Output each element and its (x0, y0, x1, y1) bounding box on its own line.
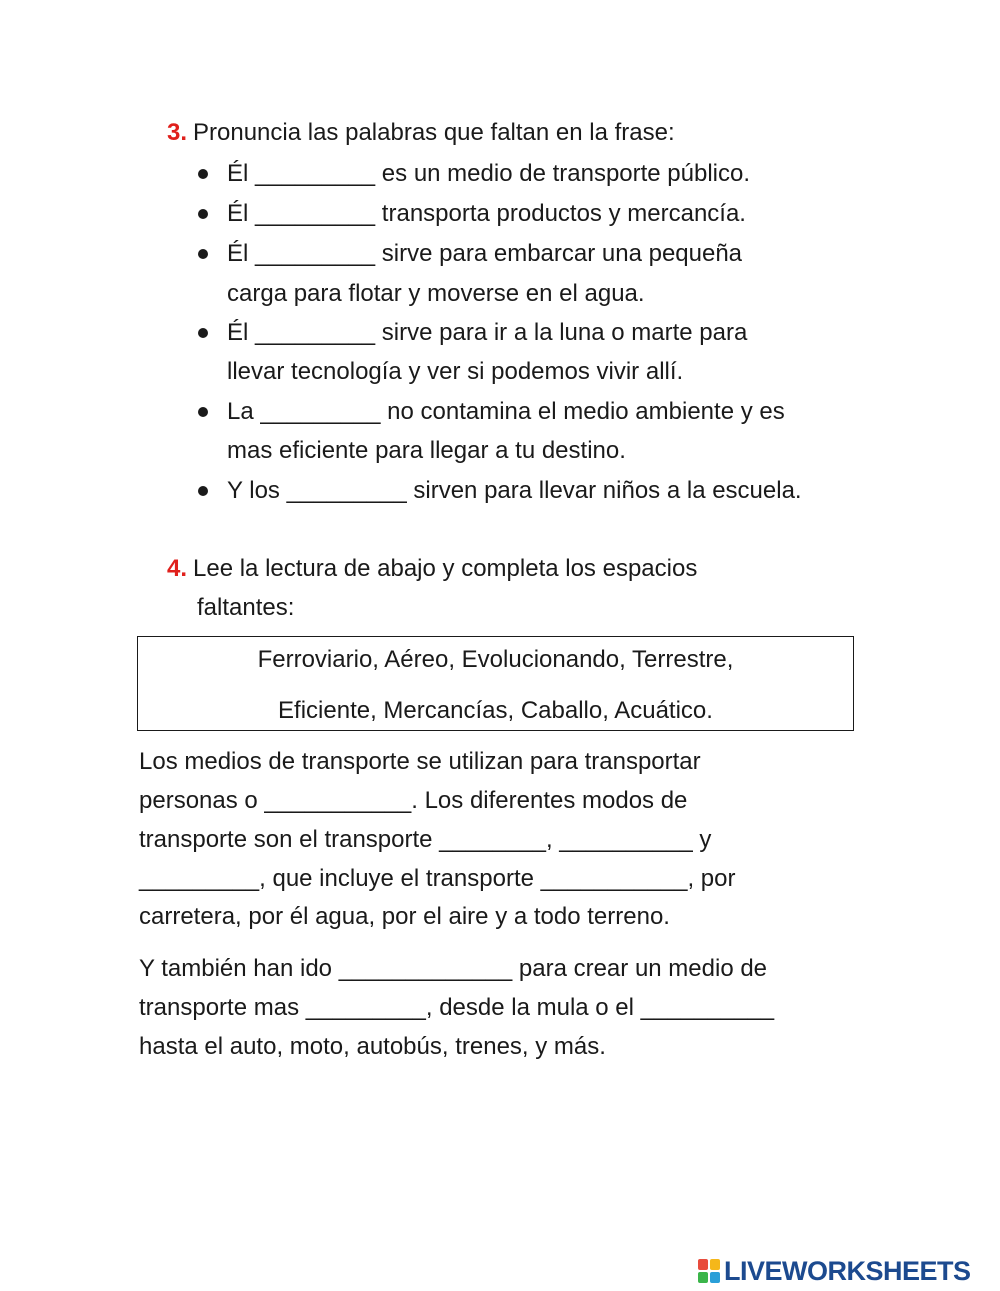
bullet-item-4-line-1: Él _________ sirve para ir a la luna o marte para (227, 319, 748, 346)
paragraph-2-line-1: Y también han ido _____________ para crear un medio de (139, 955, 768, 982)
bullet-item-5-line-1: La _________ no contamina el medio ambiente y es (227, 398, 785, 425)
bullet-icon (198, 209, 208, 219)
question-3-text: Pronuncia las palabras que faltan en la frase: (193, 119, 675, 146)
bullet-item-6: Y los _________ sirven para llevar niños a la escuela. (227, 477, 802, 504)
word-bank-row-1: Ferroviario, Aéreo, Evolucionando, Terrestre, (257, 646, 734, 673)
bullet-item-2: Él _________ transporta productos y mercancía. (227, 200, 746, 227)
bullet-item-3-line-1: Él _________ sirve para embarcar una pequeña (227, 240, 743, 267)
paragraph-1-line-4: _________, que incluye el transporte ___________, por (139, 865, 736, 892)
bullet-icon (198, 486, 208, 496)
paragraph-2-line-3: hasta el auto, moto, autobús, trenes, y más. (139, 1033, 606, 1060)
bullet-item-1: Él _________ es un medio de transporte público. (227, 160, 751, 187)
liveworksheets-logo-text: LIVEWORKSHEETS (724, 1255, 971, 1286)
liveworksheets-logo-icon (698, 1259, 720, 1283)
paragraph-2-line-2: transporte mas _________, desde la mula o el __________ (139, 994, 775, 1021)
bullet-item-3-line-2: carga para flotar y moverse en el agua. (227, 280, 645, 307)
bullet-item-4-line-2: llevar tecnología y ver si podemos vivir allí. (227, 358, 684, 385)
bullet-item-5-line-2: mas eficiente para llegar a tu destino. (227, 437, 626, 464)
paragraph-1-line-2: personas o ___________. Los diferentes modos de (139, 787, 688, 814)
liveworksheets-logo (698, 1256, 971, 1286)
paragraph-1-line-5: carretera, por él agua, por el aire y a todo terreno. (139, 903, 670, 930)
question-4-text-line-1: Lee la lectura de abajo y completa los espacios (193, 555, 698, 582)
question-4-title (167, 554, 697, 584)
word-bank-row-2: Eficiente, Mercancías, Caballo, Acuático. (278, 697, 713, 724)
bullet-icon (198, 249, 208, 259)
question-4-number: 4. (167, 555, 188, 582)
bullet-icon (198, 169, 208, 179)
question-4-text-line-2: faltantes: (197, 594, 295, 621)
question-3-number: 3. (167, 119, 188, 146)
paragraph-1-line-3: transporte son el transporte ________, __________ y (139, 826, 712, 853)
word-bank-box (137, 636, 854, 731)
bullet-icon (198, 407, 208, 417)
question-3-title (167, 118, 675, 148)
paragraph-1-line-1: Los medios de transporte se utilizan para transportar (139, 748, 701, 775)
bullet-icon (198, 328, 208, 338)
